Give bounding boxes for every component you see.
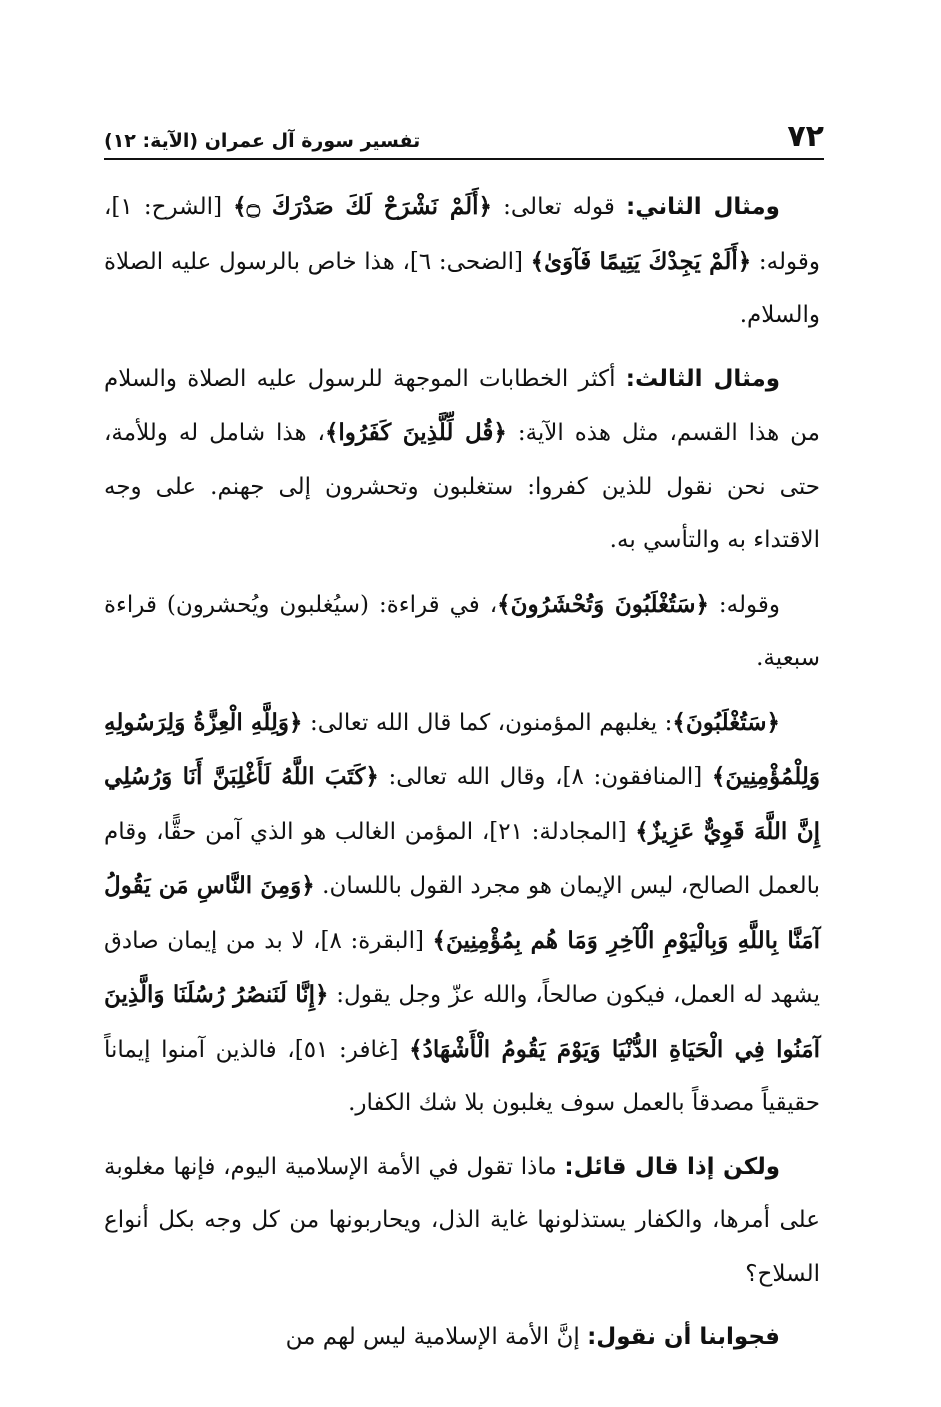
running-title: تفسير سورة آل عمران (الآية: ١٢) — [104, 130, 421, 152]
paragraph — [104, 353, 820, 568]
paragraph — [104, 180, 820, 343]
paragraph-text: وقوله: — [708, 591, 780, 618]
paragraph-text: [المنافقون: ٨]، وقال الله تعالى: — [378, 764, 712, 790]
quran-verse: ﴿وَلِلَّهِ الْعِزَّةُ وَلِرَسُولِهِ وَلِلْمُؤْمِنِينَ﴾ — [104, 708, 821, 790]
paragraph-lead: فجوابنا أن نقول: — [587, 1324, 780, 1350]
quran-verse: ﴿أَلَمْ يَجِدْكَ يَتِيمًا فَآوَىٰ﴾ — [530, 247, 752, 275]
paragraph — [104, 1311, 820, 1365]
quran-verse: ﴿أَلَمْ نَشْرَحْ لَكَ صَدْرَكَ ۝﴾ — [233, 193, 493, 220]
paragraph-text: [الضحى: ٦]، هذا خاص بالرسول عليه الصلاة والسلام. — [104, 248, 820, 328]
quran-verse: ﴿كَتَبَ اللَّهُ لَأَغْلِبَنَّ أَنَا وَرُسُلِي إِنَّ اللَّهَ قَوِيٌّ عَزِيزٌ﴾ — [104, 763, 820, 845]
paragraph — [104, 696, 820, 1131]
paragraph-text: إنَّ الأمة الإسلامية ليس لهم من — [285, 1324, 588, 1350]
paragraph-text: [المجادلة: ٢١]، المؤمن الغالب هو الذي آمن حقًّا، وقام بالعمل الصالح، ليس الإيمان هو مجرد القول باللسان. — [104, 818, 820, 899]
paragraph-text: أكثر الخطابات الموجهة للرسول عليه الصلاة والسلام من هذا القسم، مثل هذه الآية: — [104, 365, 820, 446]
paragraph-text: ، هذا شامل له وللأمة، حتى نحن نقول للذين كفروا: ستغلبون وتحشرون إلى جهنم. على وجه الاقتداء به والتأسي به. — [104, 420, 820, 553]
quran-verse: ﴿وَمِنَ النَّاسِ مَن يَقُولُ آمَنَّا بِاللَّهِ وَبِالْيَوْمِ الْآخِرِ وَمَا هُم بِمُؤْمِنِينَ﴾ — [104, 872, 820, 954]
quran-verse: ﴿قُل لِّلَّذِينَ كَفَرُوا﴾ — [324, 419, 507, 446]
paragraph — [104, 1141, 820, 1302]
paragraph-text: [البقرة: ٨]، لا بد من إيمان صادق يشهد له العمل، فيكون صالحاً، والله عزّ وجل يقول: — [104, 927, 820, 1008]
body-text — [104, 180, 820, 1375]
paragraph-text: [الشرح: ١]، وقوله: — [104, 194, 820, 275]
quran-verse: ﴿سَتُغْلَبُونَ﴾ — [672, 708, 780, 736]
paragraph-text: ماذا تقول في الأمة الإسلامية اليوم، فإنها مغلوبة على أمرها، والكفار يستذلونها غاية الذل، ويحاربونها من كل وجه بكل أنواع السلاح؟ — [104, 1153, 820, 1287]
paragraph-lead: ومثال الثالث: — [625, 365, 780, 392]
paragraph-text: قوله تعالى: — [492, 194, 626, 220]
header-divider — [104, 158, 824, 160]
paragraph-text: ، في قراءة: (سيُغلبون ويُحشرون) قراءة سبعية. — [104, 591, 820, 671]
quran-verse: ﴿إِنَّا لَنَنصُرُ رُسُلَنَا وَالَّذِينَ آمَنُوا فِي الْحَيَاةِ الدُّنْيَا وَيَوْمَ يَقُومُ الْأَشْهَادُ﴾ — [104, 981, 820, 1063]
paragraph-lead: ولكن إذا قال قائل: — [564, 1153, 780, 1180]
paragraph-text: [غافر: ٥١]، فالذين آمنوا إيماناً حقيقياً مصدقاً بالعمل سوف يغلبون بلا شك الكفار. — [104, 1036, 820, 1116]
paragraph-lead: ومثال الثاني: — [626, 194, 780, 220]
paragraph — [104, 578, 820, 686]
paragraph-text: : يغلبهم المؤمنون، كما قال الله تعالى: — [302, 709, 673, 736]
page-header — [104, 108, 824, 152]
quran-verse: ﴿سَتُغْلَبُونَ وَتُحْشَرُونَ﴾ — [497, 590, 709, 618]
page-number: ٧٢ — [787, 119, 824, 154]
